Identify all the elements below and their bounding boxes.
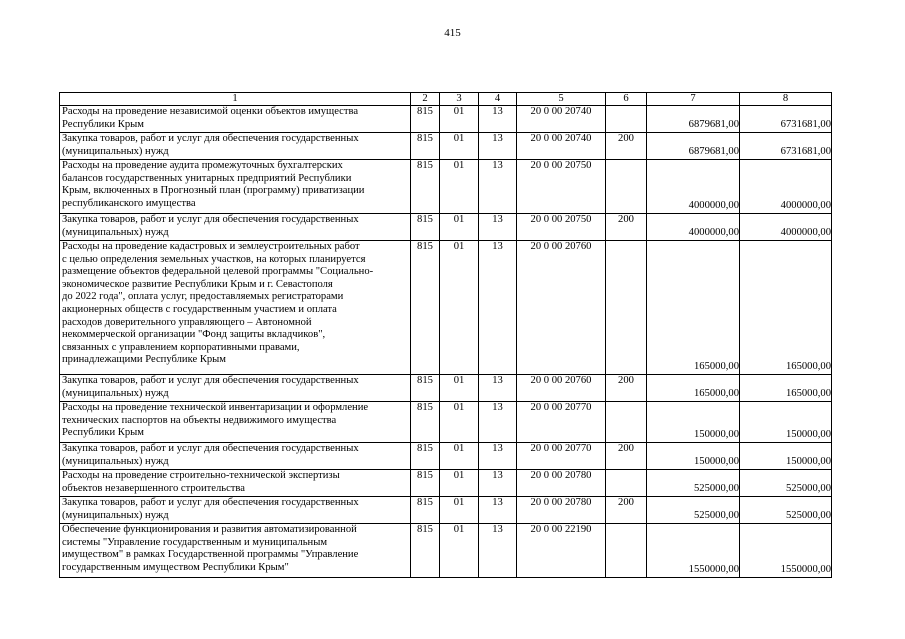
row-subsection-cell: 13 (479, 133, 517, 160)
row-name-cell: Закупка товаров, работ и услуг для обеспечения государственных (муниципальных) нужд (60, 443, 411, 470)
row-code-cell: 815 (411, 470, 440, 497)
row-subsection-cell: 13 (479, 241, 517, 375)
row-amount-cell: 150000,00 (740, 443, 832, 470)
row-code-cell: 815 (411, 497, 440, 524)
header-cell: 4 (479, 93, 517, 106)
row-section-cell: 01 (440, 160, 479, 214)
row-code-cell: 815 (411, 214, 440, 241)
row-amount-cell: 1550000,00 (740, 524, 832, 578)
row-expense-type-cell (606, 402, 647, 443)
row-target-article-cell: 20 0 00 22190 (517, 524, 606, 578)
row-target-article-cell: 20 0 00 20770 (517, 443, 606, 470)
header-cell: 3 (440, 93, 479, 106)
row-code-cell: 815 (411, 133, 440, 160)
row-section-cell: 01 (440, 470, 479, 497)
row-section-cell: 01 (440, 241, 479, 375)
header-cell: 7 (647, 93, 740, 106)
row-section-cell: 01 (440, 133, 479, 160)
row-target-article-cell: 20 0 00 20780 (517, 470, 606, 497)
row-target-article-cell: 20 0 00 20750 (517, 214, 606, 241)
row-expense-type-cell (606, 106, 647, 133)
row-code-cell: 815 (411, 160, 440, 214)
row-amount-cell: 525000,00 (647, 470, 740, 497)
header-cell: 2 (411, 93, 440, 106)
row-name-cell: Закупка товаров, работ и услуг для обеспечения государственных (муниципальных) нужд (60, 214, 411, 241)
row-section-cell: 01 (440, 375, 479, 402)
row-expense-type-cell (606, 160, 647, 214)
budget-table (59, 92, 832, 578)
row-name-cell: Закупка товаров, работ и услуг для обеспечения государственных (муниципальных) нужд (60, 133, 411, 160)
row-subsection-cell: 13 (479, 214, 517, 241)
row-amount-cell: 6731681,00 (740, 133, 832, 160)
row-amount-cell: 165000,00 (740, 375, 832, 402)
row-code-cell: 815 (411, 524, 440, 578)
row-amount-cell: 525000,00 (740, 470, 832, 497)
row-expense-type-cell (606, 241, 647, 375)
row-subsection-cell: 13 (479, 497, 517, 524)
row-expense-type-cell: 200 (606, 133, 647, 160)
row-expense-type-cell: 200 (606, 497, 647, 524)
row-section-cell: 01 (440, 443, 479, 470)
table-row (60, 524, 832, 578)
row-amount-cell: 1550000,00 (647, 524, 740, 578)
row-section-cell: 01 (440, 106, 479, 133)
row-expense-type-cell: 200 (606, 443, 647, 470)
row-name-cell: Закупка товаров, работ и услуг для обеспечения государственных (муниципальных) нужд (60, 375, 411, 402)
row-section-cell: 01 (440, 402, 479, 443)
row-code-cell: 815 (411, 375, 440, 402)
row-amount-cell: 165000,00 (647, 375, 740, 402)
row-subsection-cell: 13 (479, 443, 517, 470)
row-expense-type-cell (606, 524, 647, 578)
row-amount-cell: 6879681,00 (647, 133, 740, 160)
header-cell: 5 (517, 93, 606, 106)
row-amount-cell: 6879681,00 (647, 106, 740, 133)
row-amount-cell: 4000000,00 (647, 160, 740, 214)
row-code-cell: 815 (411, 402, 440, 443)
table-row (60, 133, 832, 160)
row-code-cell: 815 (411, 241, 440, 375)
header-cell: 6 (606, 93, 647, 106)
row-subsection-cell: 13 (479, 106, 517, 133)
row-amount-cell: 525000,00 (740, 497, 832, 524)
row-expense-type-cell (606, 470, 647, 497)
row-name-cell: Расходы на проведение аудита промежуточных бухгалтерских балансов государственных унитарных предприятий Республики Крым, включенных в Прогнозный план (программу) приватизации республиканского имущества (60, 160, 411, 214)
table-row (60, 375, 832, 402)
row-amount-cell: 150000,00 (647, 402, 740, 443)
row-amount-cell: 165000,00 (740, 241, 832, 375)
row-subsection-cell: 13 (479, 375, 517, 402)
header-cell: 8 (740, 93, 832, 106)
table-row (60, 214, 832, 241)
row-target-article-cell: 20 0 00 20780 (517, 497, 606, 524)
row-target-article-cell: 20 0 00 20740 (517, 133, 606, 160)
row-subsection-cell: 13 (479, 160, 517, 214)
table-header-row (60, 93, 832, 106)
table-row (60, 241, 832, 375)
row-subsection-cell: 13 (479, 524, 517, 578)
row-name-cell: Закупка товаров, работ и услуг для обеспечения государственных (муниципальных) нужд (60, 497, 411, 524)
table-row (60, 106, 832, 133)
table-row (60, 470, 832, 497)
row-amount-cell: 6731681,00 (740, 106, 832, 133)
row-amount-cell: 165000,00 (647, 241, 740, 375)
row-name-cell: Расходы на проведение технической инвентаризации и оформление технических паспортов на объекты недвижимого имущества Республики Крым (60, 402, 411, 443)
row-amount-cell: 4000000,00 (740, 160, 832, 214)
row-amount-cell: 150000,00 (740, 402, 832, 443)
row-section-cell: 01 (440, 497, 479, 524)
row-subsection-cell: 13 (479, 402, 517, 443)
row-amount-cell: 4000000,00 (647, 214, 740, 241)
header-cell: 1 (60, 93, 411, 106)
row-name-cell: Расходы на проведение кадастровых и землеустроительных работ с целью определения земельных участков, на которых планируется размещение объектов федеральной целевой программы "Социально- экономическое развитие Республики Крым и г. Севастополя до 2022 года", оплата услуг, предоставляемых регистраторами акционерных обществ с государственным участием и оплата расходов доверительного управляющего – Автономной некоммерческой организации "Фонд защиты вкладчиков", связанных с управлением корпоративными правами, принадлежащими Республике Крым (60, 241, 411, 375)
row-section-cell: 01 (440, 524, 479, 578)
table-row (60, 497, 832, 524)
row-name-cell: Расходы на проведение строительно-технической экспертизы объектов незавершенного строительства (60, 470, 411, 497)
row-expense-type-cell: 200 (606, 214, 647, 241)
row-name-cell: Обеспечение функционирования и развития автоматизированной системы "Управление государственным и муниципальным имуществом" в рамках Государственной программы "Управление государственным имуществом Республики Крым" (60, 524, 411, 578)
row-target-article-cell: 20 0 00 20740 (517, 106, 606, 133)
row-subsection-cell: 13 (479, 470, 517, 497)
row-target-article-cell: 20 0 00 20760 (517, 241, 606, 375)
row-target-article-cell: 20 0 00 20770 (517, 402, 606, 443)
table-row (60, 443, 832, 470)
row-amount-cell: 150000,00 (647, 443, 740, 470)
row-amount-cell: 525000,00 (647, 497, 740, 524)
row-name-cell: Расходы на проведение независимой оценки объектов имущества Республики Крым (60, 106, 411, 133)
row-code-cell: 815 (411, 443, 440, 470)
row-target-article-cell: 20 0 00 20760 (517, 375, 606, 402)
row-amount-cell: 4000000,00 (740, 214, 832, 241)
row-section-cell: 01 (440, 214, 479, 241)
row-code-cell: 815 (411, 106, 440, 133)
page-number: 415 (444, 27, 461, 39)
row-expense-type-cell: 200 (606, 375, 647, 402)
table-row (60, 160, 832, 214)
table-row (60, 402, 832, 443)
row-target-article-cell: 20 0 00 20750 (517, 160, 606, 214)
